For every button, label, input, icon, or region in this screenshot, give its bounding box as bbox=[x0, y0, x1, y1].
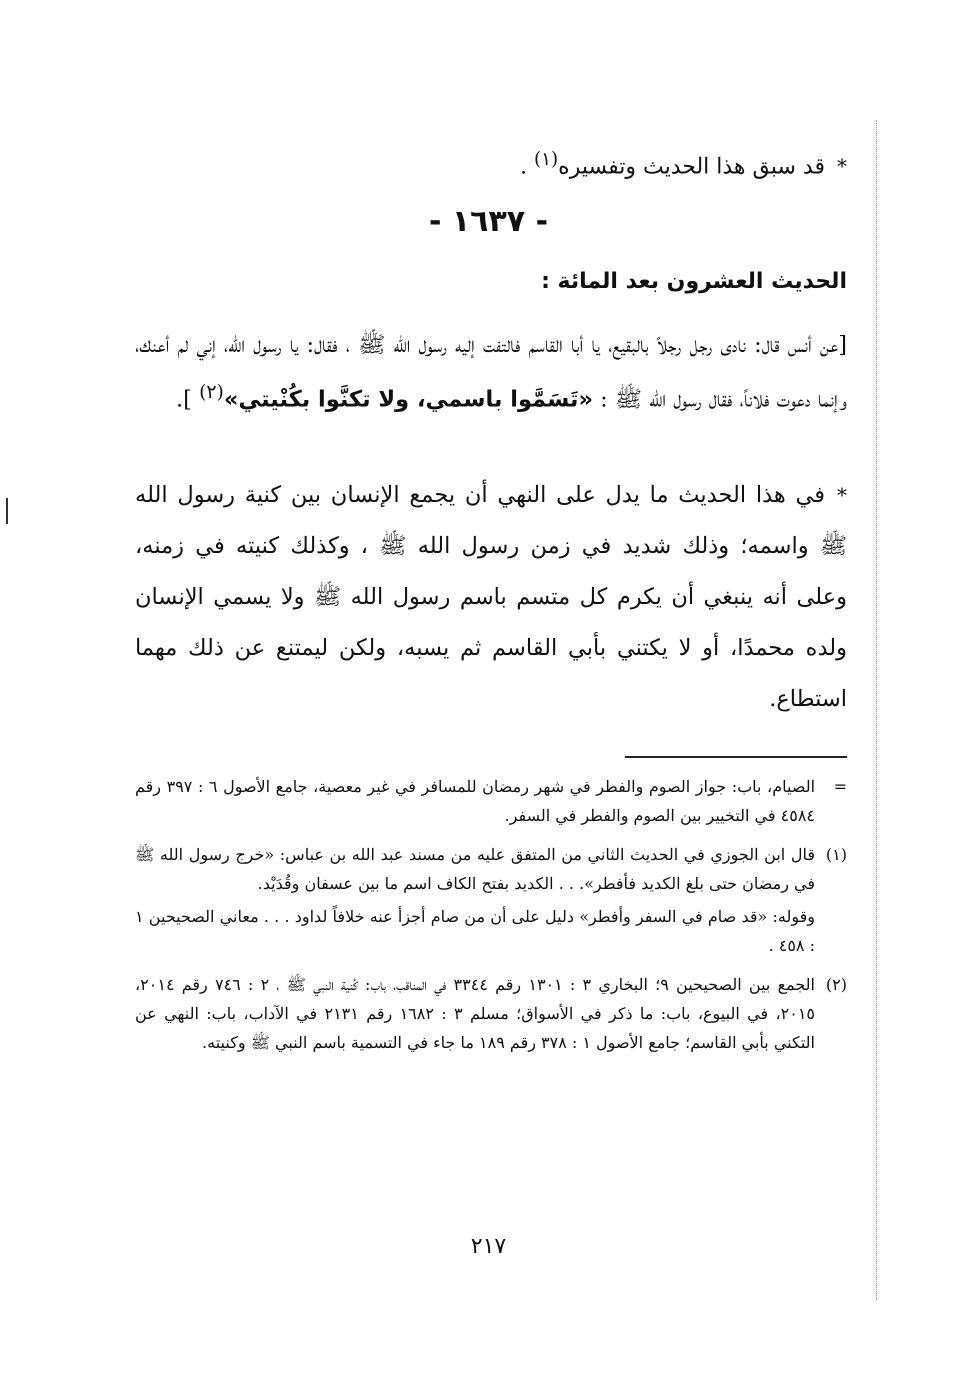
commentary-text: في هذا الحديث ما يدل على النهي أن يجمع الإنسان بين كنية رسول الله ﷺ واسمه؛ وذلك شديد في زمن رسول الله ﷺ ، وكذلك كنيته في زمنه، وعلى أنه ينبغي أن يكرم كل متسم باسم رسول الله ﷺ ولا يسمي الإنسان ولده محمدًا، أو لا يكتني بأبي القاسم ثم يسبه، ولكن ليمتنع عن ذلك مهما استطاع. bbox=[135, 482, 847, 712]
footnote-separator bbox=[625, 756, 847, 758]
footnote-mark: (٢) bbox=[825, 975, 847, 994]
star-marker: * bbox=[837, 483, 847, 507]
margin-mark bbox=[6, 498, 8, 524]
footnote-text: الصيام، باب: جواز الصوم والفطر في شهر رمضان للمسافر في غير معصية، جامع الأصول ٦ : ٣٩٧ رقم ٤٥٨٤ في التخيير بين الصوم والفطر في السفر. bbox=[135, 777, 816, 825]
hadith-body: [عن أنس قال: نادى رجل رجلاً بالبقيع، يا أبا القاسم فالتفت إليه رسول الله ﷺ ، فقال: يا رسول الله، إني لم أعنك، وإنما دعوت فلاناً، فقال رسول الله ﷺ : bbox=[135, 332, 847, 413]
star-marker: * bbox=[837, 154, 847, 179]
section-heading: الحديث العشرون بعد المائة : bbox=[541, 269, 847, 294]
intro-end: . bbox=[520, 154, 534, 180]
hadith-quote: «تَسَمَّوا باسمي، ولا تكنَّوا بكُنْيتي» bbox=[223, 386, 594, 413]
footnote-ref: (١) bbox=[534, 149, 559, 170]
hadith-end: ]. bbox=[175, 386, 200, 413]
commentary-paragraph bbox=[135, 470, 847, 725]
footnote-text: الجمع بين الصحيحين ٩؛ البخاري ٣ : ١٣٠١ رقم ٣٣٤٤ في المناقب، باب: كُنية النبي ﷺ ، ٢ : ٧٤٦ رقم ٢٠١٤، ٢٠١٥، في البيوع، باب: ما ذكر في الأسواق؛ مسلم ٣ : ١٦٨٢ رقم ٢١٣١ في الآداب، باب: النهي عن التكني بأبي القاسم؛ جامع الأصول ١ : ٣٧٨ رقم ١٨٩ ما جاء في التسمية باسم النبي ﷺ وكنيته. bbox=[135, 975, 816, 1052]
footnote bbox=[135, 840, 847, 964]
hadith-number: - ١٦٣٧ - bbox=[428, 204, 549, 239]
footnote bbox=[135, 772, 847, 834]
hadith-text bbox=[135, 322, 847, 424]
intro-line bbox=[135, 140, 847, 187]
page-number: ٢١٧ bbox=[470, 1234, 507, 1259]
footnotes bbox=[135, 772, 847, 1067]
footnote-text: وقوله: «قد صام في السفر وأفطر» دليل على أن من صام أجزأ عنه خلافاً لداود . . . معاني الصحيحين ١ : ٤٥٨ . bbox=[135, 907, 815, 955]
intro-text: قد سبق هذا الحديث وتفسيره bbox=[558, 154, 825, 180]
footnote-mark: = bbox=[833, 777, 847, 796]
footnote-ref: (٢) bbox=[199, 382, 224, 403]
footnote-body bbox=[135, 772, 815, 834]
footnote-body bbox=[135, 970, 815, 1061]
footnote-mark: (١) bbox=[825, 845, 847, 864]
page-edge-dotted-line bbox=[876, 120, 877, 1300]
footnote-body bbox=[135, 840, 815, 964]
footnote bbox=[135, 970, 847, 1061]
footnote-text: قال ابن الجوزي في الحديث الثاني من المتفق عليه من مسند عبد الله بن عباس: «خرج رسول الله ﷺ في رمضان حتى بلغ الكديد فأفطر». . . الكديد بفتح الكاف اسم ما بين عسفان وقُدَيْد. bbox=[135, 845, 815, 893]
